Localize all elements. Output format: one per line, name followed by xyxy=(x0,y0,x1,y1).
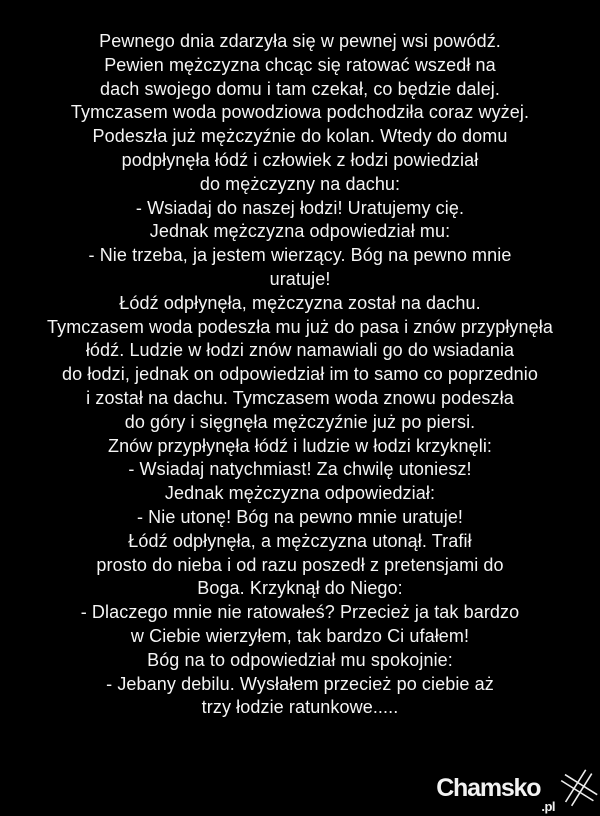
story-line: trzy łodzie ratunkowe..... xyxy=(201,697,399,718)
story-line: - Jebany debilu. Wysłałem przecież po ciebie aż xyxy=(106,673,494,694)
story-line: Bóg na to odpowiedział mu spokojnie: xyxy=(147,649,453,670)
story-line: łódź. Ludzie w łodzi znów namawiali go do wsiadania xyxy=(85,340,515,361)
story-line: Tymczasem woda powodziowa podchodziła coraz wyżej. xyxy=(70,102,530,123)
story-line: Łódź odpłynęła, a mężczyzna utonął. Trafił xyxy=(128,530,472,551)
story-line: i został na dachu. Tymczasem woda znowu podeszła xyxy=(86,387,514,408)
brand-name: Chamsko xyxy=(436,773,541,802)
story-line: Pewnego dnia zdarzyła się w pewnej wsi powódź. xyxy=(99,31,501,51)
story-line: - Nie trzeba, ja jestem wierzący. Bóg na pewno mnie xyxy=(88,245,512,266)
story-line: prosto do nieba i od razu poszedł z pretensjami do xyxy=(96,554,504,575)
story-line: - Wsiadaj do naszej łodzi! Uratujemy cię. xyxy=(135,197,465,218)
story-line: Jednak mężczyzna odpowiedział: xyxy=(164,483,436,504)
story-line: - Wsiadaj natychmiast! Za chwilę utoniesz! xyxy=(128,459,472,480)
story-line: do mężczyzny na dachu: xyxy=(199,173,401,194)
story-line: uratuje! xyxy=(269,268,331,289)
story-line: dach swojego domu i tam czekał, co będzie dalej. xyxy=(99,78,501,99)
story-line: - Nie utonę! Bóg na pewno mnie uratuje! xyxy=(136,506,464,527)
story-line: Jednak mężczyzna odpowiedział mu: xyxy=(149,221,451,242)
story-line: Tymczasem woda podeszła mu już do pasa i znów przypłynęła xyxy=(47,316,553,337)
hash-icon xyxy=(560,762,598,814)
story-line: w Ciebie wierzyłem, tak bardzo Ci ufałem! xyxy=(130,625,470,646)
story-line: podpłynęła łódź i człowiek z łodzi powiedział xyxy=(121,149,479,170)
joke-text-block xyxy=(0,30,600,720)
story-line: do góry i sięgnęła mężczyźnie już po piersi. xyxy=(124,411,476,432)
story-line: do łodzi, jednak on odpowiedział im to samo co poprzednio xyxy=(62,364,538,385)
story-line: Boga. Krzyknął do Niego: xyxy=(197,578,403,599)
story-line: Znów przypłynęła łódź i ludzie w łodzi krzyknęli: xyxy=(107,435,493,456)
story-line: Łódź odpłynęła, mężczyzna został na dachu. xyxy=(119,292,481,313)
story-line: Pewien mężczyzna chcąc się ratować wszedł na xyxy=(104,54,496,75)
site-logo xyxy=(436,762,598,814)
story-line: Podeszła już mężczyźnie do kolan. Wtedy do domu xyxy=(92,126,508,147)
story-line: - Dlaczego mnie nie ratowałeś? Przecież ja tak bardzo xyxy=(80,602,520,623)
brand-suffix: .pl xyxy=(541,799,555,814)
